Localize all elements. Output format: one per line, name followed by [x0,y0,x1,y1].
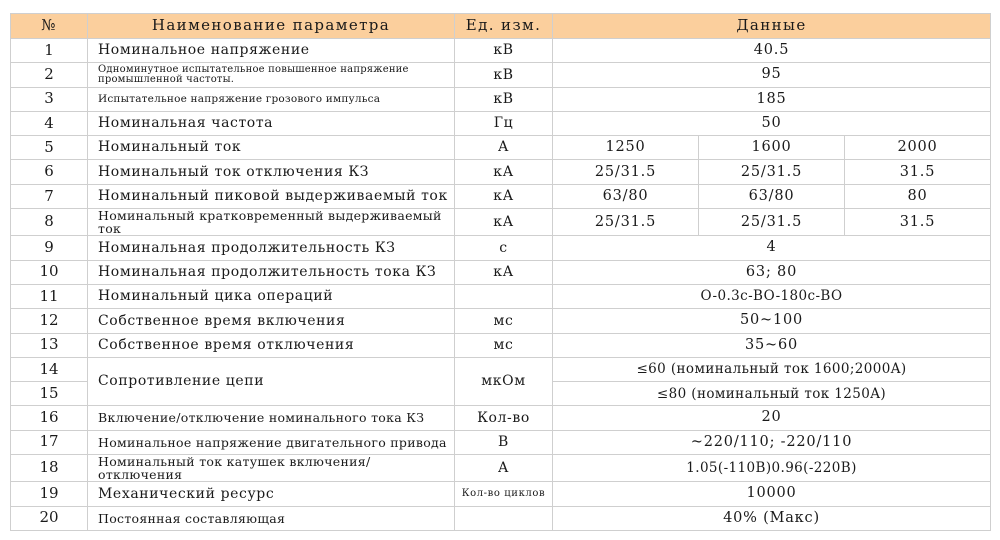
row-name: Одноминутное испытательное повышенное напряжение промышленной частоты. [88,63,455,87]
row-value-2: 63/80 [699,184,845,208]
row-value: 4 [553,236,991,260]
row-name: Номинальная продолжительность тока КЗ [88,260,455,284]
row-num: 20 [11,506,88,530]
row-value-2: 25/31.5 [699,160,845,184]
row-name: Собственное время включения [88,309,455,333]
table-row [11,184,991,208]
row-num: 18 [11,455,88,482]
table-row [11,406,991,430]
row-unit: A [455,455,553,482]
row-unit: кА [455,260,553,284]
row-name: Постоянная составляющая [88,506,455,530]
row-value-2: 1600 [699,136,845,160]
table-row [11,236,991,260]
row-value: ≤60 (номинальный ток 1600;2000A) [553,357,991,381]
table-row [11,87,991,111]
row-value-3: 31.5 [845,160,991,184]
header-num: № [11,14,88,39]
header-unit: Ед. изм. [455,14,553,39]
row-unit [455,506,553,530]
row-value-1: 1250 [553,136,699,160]
row-value: 63; 80 [553,260,991,284]
row-name: Номинальный пиковой выдерживаемый ток [88,184,455,208]
row-unit [455,284,553,308]
row-num: 16 [11,406,88,430]
row-name: Номинальный цика операций [88,284,455,308]
row-name: Номинальный кратковременный выдерживаемый ток [88,209,455,236]
row-unit: Кол-во циклов [455,482,553,506]
row-unit: A [455,136,553,160]
table-row [11,357,991,381]
table-row [11,136,991,160]
row-num: 4 [11,111,88,135]
row-unit: мс [455,333,553,357]
header-data: Данные [553,14,991,39]
row-num: 14 [11,357,88,381]
row-value: ≤80 (номинальный ток 1250A) [553,382,991,406]
table-row [11,284,991,308]
row-unit: кА [455,160,553,184]
row-num: 17 [11,430,88,454]
row-value-3: 2000 [845,136,991,160]
row-num: 2 [11,63,88,87]
row-unit: Гц [455,111,553,135]
table-row [11,160,991,184]
row-name: Испытательное напряжение грозового импульса [88,87,455,111]
row-value: ~220/110; -220/110 [553,430,991,454]
row-unit: кВ [455,39,553,63]
row-unit: B [455,430,553,454]
row-value-3: 31.5 [845,209,991,236]
row-num: 11 [11,284,88,308]
row-name: Номинальная продолжительность КЗ [88,236,455,260]
parameters-table [10,13,991,531]
row-name: Номинальное напряжение двигательного привода [88,430,455,454]
row-num: 8 [11,209,88,236]
row-num: 15 [11,382,88,406]
row-value: 1.05(-110B)0.96(-220B) [553,455,991,482]
row-num: 3 [11,87,88,111]
row-unit: кВ [455,87,553,111]
table-row [11,309,991,333]
table-row [11,506,991,530]
table-row [11,430,991,454]
table-row [11,482,991,506]
table-row [11,260,991,284]
row-unit: кВ [455,63,553,87]
row-value: 50 [553,111,991,135]
row-name: Сопротивление цепи [88,357,455,406]
row-value: 35~60 [553,333,991,357]
row-unit: с [455,236,553,260]
row-num: 19 [11,482,88,506]
row-num: 5 [11,136,88,160]
table-row [11,455,991,482]
row-value: 40.5 [553,39,991,63]
table-row [11,333,991,357]
row-num: 6 [11,160,88,184]
row-num: 12 [11,309,88,333]
row-num: 7 [11,184,88,208]
row-name: Номинальное напряжение [88,39,455,63]
row-value-1: 25/31.5 [553,160,699,184]
row-name: Номинальный ток [88,136,455,160]
row-value: 185 [553,87,991,111]
table-row [11,209,991,236]
row-name: Механический ресурс [88,482,455,506]
table-row [11,63,991,87]
row-value: O-0.3c-BO-180c-BO [553,284,991,308]
row-unit: мс [455,309,553,333]
row-name: Номинальная частота [88,111,455,135]
row-value-1: 63/80 [553,184,699,208]
row-value-1: 25/31.5 [553,209,699,236]
row-value: 20 [553,406,991,430]
row-unit: кА [455,184,553,208]
row-value-3: 80 [845,184,991,208]
table-row [11,111,991,135]
row-value: 40% (Макс) [553,506,991,530]
row-num: 9 [11,236,88,260]
row-unit: кА [455,209,553,236]
row-unit: мкОм [455,357,553,406]
row-name: Собственное время отключения [88,333,455,357]
row-name: Номинальный ток катушек включения/отключения [88,455,455,482]
row-num: 13 [11,333,88,357]
row-name: Номинальный ток отключения КЗ [88,160,455,184]
row-num: 10 [11,260,88,284]
row-value: 10000 [553,482,991,506]
row-num: 1 [11,39,88,63]
table-row [11,39,991,63]
table-header-row [11,14,991,39]
row-unit: Кол-во [455,406,553,430]
row-name: Включение/отключение номинального тока КЗ [88,406,455,430]
row-value-2: 25/31.5 [699,209,845,236]
header-name: Наименование параметра [88,14,455,39]
row-value: 50~100 [553,309,991,333]
row-value: 95 [553,63,991,87]
